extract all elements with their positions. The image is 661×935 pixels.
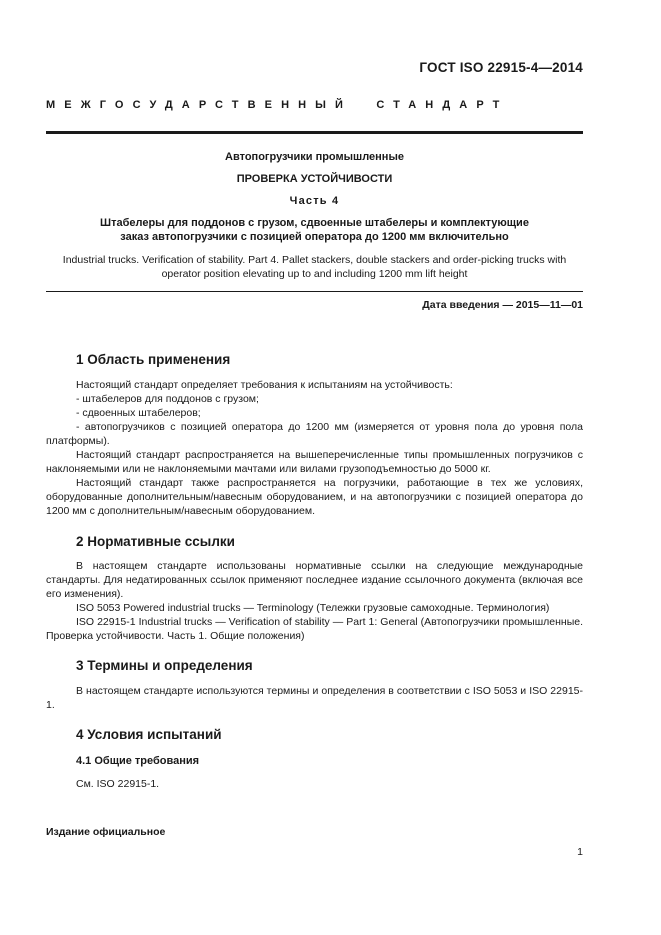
section-2-body [46, 559, 583, 643]
section-3-heading: 3 Термины и определения [76, 658, 253, 673]
subsection-4-1-heading: 4.1 Общие требования [76, 755, 200, 767]
section-1-list-item: - штабелеров для поддонов с грузом; [76, 393, 259, 405]
document-code: ГОСТ ISO 22915-4—2014 [419, 60, 583, 75]
section-1-heading: 1 Область применения [76, 352, 231, 367]
title-line-2: ПРОВЕРКА УСТОЙЧИВОСТИ [236, 173, 393, 185]
subtitle: Штабелеры для поддонов с грузом, сдвоенные штабелеры и комплектующие заказ автопогрузчики с позицией оператора до 1200 мм включительно [100, 217, 529, 243]
section-1-paragraph: Настоящий стандарт также распространяется на погрузчики, работающие в тех же условиях, оборудованные дополнительным/навесным оборудованием, и на автопогрузчики с позицией оператора до 1200 мм с дополнительным/навесным оборудованием. [46, 477, 583, 517]
page-number: 1 [577, 846, 583, 858]
section-1-list-item: - сдвоенных штабелеров; [76, 407, 201, 419]
header-rule [46, 131, 583, 134]
section-4-heading: 4 Условия испытаний [76, 727, 222, 742]
title-rule [46, 291, 583, 292]
section-1-paragraph: Настоящий стандарт определяет требования к испытаниям на устойчивость: [76, 379, 453, 391]
section-4-body [46, 777, 583, 791]
edition-label: Издание официальное [46, 826, 166, 838]
introduction-date: Дата введения — 2015—11—01 [422, 299, 583, 311]
part-label: Часть 4 [289, 195, 340, 207]
section-2-paragraph: В настоящем стандарте использованы нормативные ссылки на следующие международные стандарты. Для недатированных ссылок применяют последнее издание ссылочного документа (включая все его изменения). [46, 560, 583, 600]
section-2-heading: 2 Нормативные ссылки [76, 534, 235, 549]
section-1-paragraph: Настоящий стандарт распространяется на вышеперечисленные типы промышленных погрузчиков с наклоняемыми или не наклоняемыми мачтами или вилами грузоподъемностью до 5000 кг. [46, 449, 583, 475]
section-1-body [46, 378, 583, 518]
english-title: Industrial trucks. Verification of stability. Part 4. Pallet stackers, double stackers and order-picking trucks with operator position elevating up to and including 1200 mm lift height [62, 254, 567, 280]
section-3-paragraph: В настоящем стандарте используются термины и определения в соответствии с ISO 5053 и ISO 22915-1. [46, 685, 583, 711]
section-1-list-item: - автопогрузчиков с позицией оператора до 1200 мм (измеряется от уровня пола до уровня пола платформы). [46, 421, 583, 447]
section-2-reference: ISO 5053 Powered industrial trucks — Terminology (Тележки грузовые самоходные. Терминология) [76, 602, 550, 614]
section-4-paragraph: См. ISO 22915-1. [76, 778, 160, 790]
title-line-1: Автопогрузчики промышленные [225, 151, 404, 163]
section-2-reference: ISO 22915-1 Industrial trucks — Verification of stability — Part 1: General (Автопогрузчики промышленные. Проверка устойчивости. Часть 1. Общие положения) [46, 616, 583, 642]
section-3-body [46, 684, 583, 712]
standard-type-label: МЕЖГОСУДАРСТВЕННЫЙ СТАНДАРТ [46, 99, 509, 111]
